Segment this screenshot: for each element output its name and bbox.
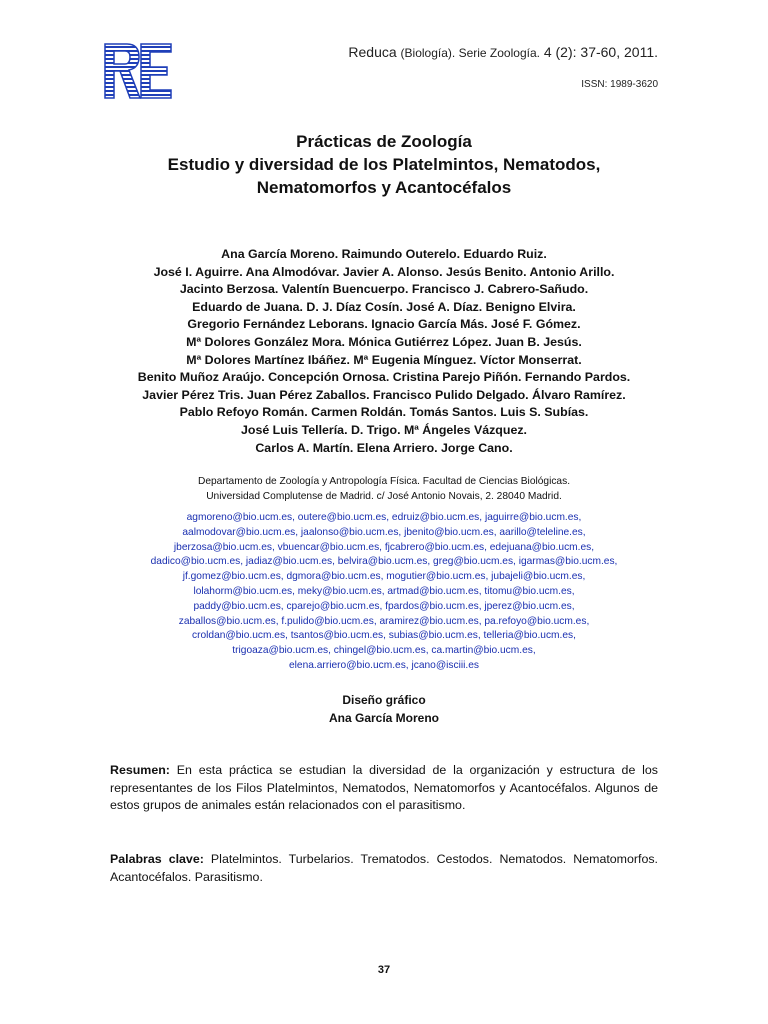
keywords — [110, 851, 658, 886]
author-line: Carlos A. Martín. Elena Arriero. Jorge Cano. — [255, 440, 513, 455]
email-line[interactable]: agmoreno@bio.ucm.es, outere@bio.ucm.es, edruiz@bio.ucm.es, jaguirre@bio.ucm.es, — [186, 512, 582, 523]
abstract-label: Resumen: — [110, 763, 170, 777]
author-line: Pablo Refoyo Román. Carmen Roldán. Tomás Santos. Luis S. Subías. — [179, 405, 589, 420]
email-line[interactable]: dadico@bio.ucm.es, jadiaz@bio.ucm.es, belvira@bio.ucm.es, greg@bio.ucm.es, igarmas@bio.ucm.es, — [150, 556, 618, 568]
abstract-text: En esta práctica se estudian la diversidad de la organización y estructura de los representantes de los Filos Platelmintos, Nematodos, Nematomorfos y Acantocéfalos. Algunos de estos grupos de animales están relacionados con el parasitismo. — [110, 763, 658, 813]
design-credit — [0, 691, 768, 727]
author-line: Ana García Moreno. Raimundo Outerelo. Eduardo Ruiz. — [221, 247, 547, 261]
title-line-1: Prácticas de Zoología — [296, 132, 472, 151]
author-line: Eduardo de Juana. D. J. Díaz Cosín. José A. Díaz. Benigno Elvira. — [192, 299, 576, 314]
title-line-2: Estudio y diversidad de los Platelmintos, Nematodos, — [167, 155, 601, 174]
email-line[interactable]: paddy@bio.ucm.es, cparejo@bio.ucm.es, fpardos@bio.ucm.es, jperez@bio.ucm.es, — [193, 600, 575, 612]
article-title — [0, 130, 768, 199]
affiliation — [0, 475, 768, 505]
email-line[interactable]: trigoaza@bio.ucm.es, chingel@bio.ucm.es, ca.martin@bio.ucm.es, — [232, 645, 536, 657]
author-line: Benito Muñoz Araújo. Concepción Ornosa. Cristina Parejo Piñón. Fernando Pardos. — [137, 370, 631, 385]
author-line: Jacinto Berzosa. Valentín Buencuerpo. Francisco J. Cabrero-Sañudo. — [179, 282, 589, 297]
affiliation-line: Universidad Complutense de Madrid. c/ José Antonio Novais, 2. 28040 Madrid. — [206, 490, 562, 502]
email-line[interactable]: elena.arriero@bio.ucm.es, jcano@isciii.es — [289, 659, 479, 671]
author-line: Mª Dolores González Mora. Mónica Gutiérrez López. Juan B. Jesús. — [186, 334, 582, 349]
email-line[interactable]: croldan@bio.ucm.es, tsantos@bio.ucm.es, subias@bio.ucm.es, telleria@bio.ucm.es, — [192, 630, 576, 642]
abstract — [110, 762, 658, 815]
author-list — [0, 246, 768, 457]
issn: ISSN: 1989-3620 — [581, 79, 658, 90]
email-line[interactable]: lolahorm@bio.ucm.es, meky@bio.ucm.es, artmad@bio.ucm.es, titomu@bio.ucm.es, — [193, 585, 575, 597]
email-line[interactable]: zaballos@bio.ucm.es, f.pulido@bio.ucm.es, aramirez@bio.ucm.es, pa.refoyo@bio.ucm.es, — [178, 615, 590, 627]
author-line: José I. Aguirre. Ana Almodóvar. Javier A. Alonso. Jesús Benito. Antonio Arillo. — [153, 264, 615, 279]
designer-name: Ana García Moreno — [328, 711, 440, 725]
keywords-text: Platelmintos. Turbelarios. Trematodos. Cestodos. Nematodos. Nematomorfos. Acantocéfalos. Parasitismo. — [110, 852, 658, 884]
email-line[interactable]: jberzosa@bio.ucm.es, vbuencar@bio.ucm.es, fjcabrero@bio.ucm.es, edejuana@bio.ucm.es, — [173, 541, 595, 553]
journal-logo — [103, 42, 173, 100]
keywords-label: Palabras clave: — [110, 852, 204, 866]
volume-pages: 4 (2): 37-60, 2011. — [543, 44, 658, 60]
email-line[interactable]: aalmodovar@bio.ucm.es, jaalonso@bio.ucm.es, jbenito@bio.ucm.es, aarillo@teleline.es, — [182, 526, 586, 538]
email-line[interactable]: jf.gomez@bio.ucm.es, dgmora@bio.ucm.es, mogutier@bio.ucm.es, jubajeli@bio.ucm.es, — [182, 571, 586, 583]
author-line: Javier Pérez Tris. Juan Pérez Zaballos. Francisco Pulido Delgado. Álvaro Ramírez. — [142, 387, 626, 402]
journal-citation — [348, 44, 658, 60]
journal-details: (Biología). Serie Zoología. — [400, 46, 540, 60]
author-line: José Luis Tellería. D. Trigo. Mª Ángeles Vázquez. — [241, 422, 527, 437]
journal-name: Reduca — [348, 44, 397, 60]
author-line: Gregorio Fernández Leborans. Ignacio García Más. José F. Gómez. — [187, 317, 581, 332]
design-heading: Diseño gráfico — [342, 693, 426, 707]
affiliation-line: Departamento de Zoología y Antropología Física. Facultad de Ciencias Biológicas. — [197, 476, 571, 487]
author-line: Mª Dolores Martínez Ibáñez. Mª Eugenia Mínguez. Víctor Monserrat. — [186, 352, 582, 367]
page-number: 37 — [377, 964, 391, 976]
email-list — [0, 511, 768, 674]
title-line-3: Nematomorfos y Acantocéfalos — [256, 178, 512, 197]
